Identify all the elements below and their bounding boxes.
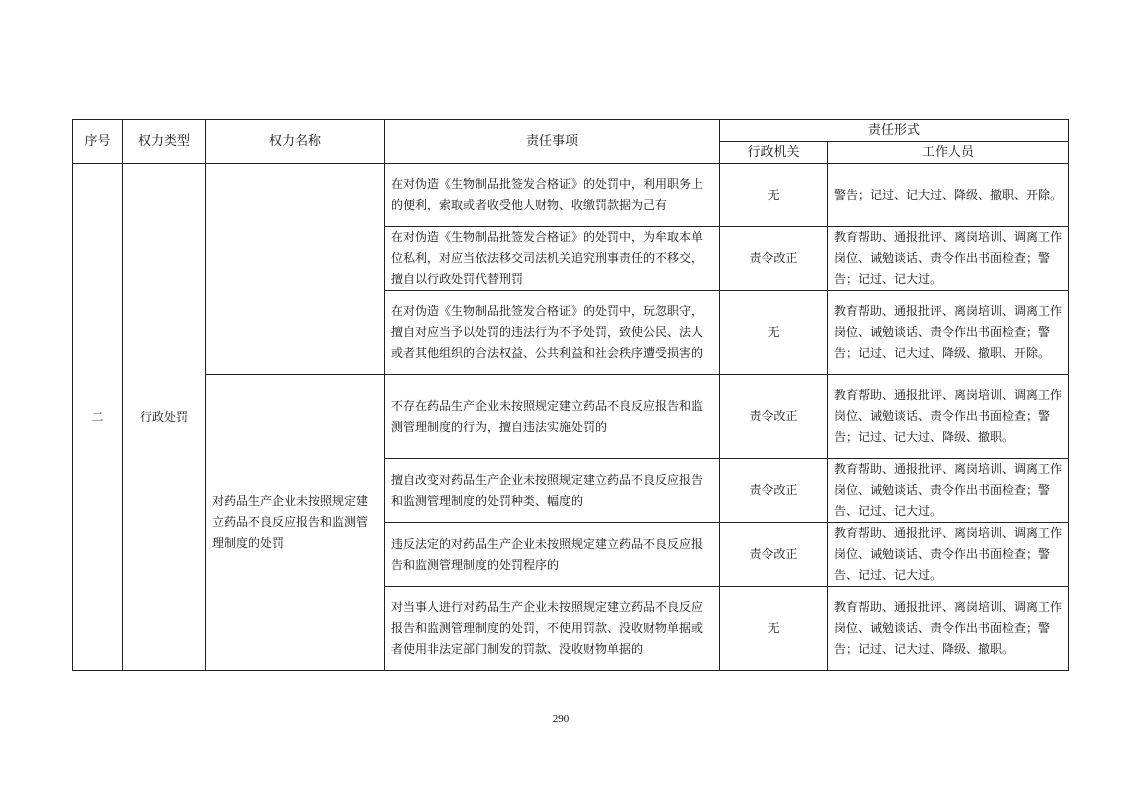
cell-staff: 教育帮助、通报批评、离岗培训、调离工作岗位、诫勉谈话、责令作出书面检查；警告、记过、记大过。 bbox=[828, 523, 1069, 587]
cell-seq: 二 bbox=[73, 164, 123, 671]
cell-power-type: 行政处罚 bbox=[123, 164, 206, 671]
cell-admin: 责令改正 bbox=[720, 523, 828, 587]
cell-staff: 教育帮助、通报批评、离岗培训、调离工作岗位、诫勉谈话、责令作出书面检查；警告、记过、记大过。 bbox=[828, 459, 1069, 523]
cell-admin: 责令改正 bbox=[720, 375, 828, 459]
cell-admin: 无 bbox=[720, 291, 828, 375]
header-power-name: 权力名称 bbox=[206, 120, 385, 164]
cell-admin: 无 bbox=[720, 164, 828, 227]
header-seq: 序号 bbox=[73, 120, 123, 164]
cell-duty: 违反法定的对药品生产企业未按照规定建立药品不良反应报告和监测管理制度的处罚程序的 bbox=[385, 523, 720, 587]
header-duty-items: 责任事项 bbox=[385, 120, 720, 164]
cell-duty: 在对伪造《生物制品批签发合格证》的处罚中，为牟取本单位私利，对应当依法移交司法机关追究刑事责任的不移交，擅自以行政处罚代替刑罚 bbox=[385, 227, 720, 291]
cell-staff: 教育帮助、通报批评、离岗培训、调离工作岗位、诫勉谈话、责令作出书面检查；警告；记过、记大过、降级、撤职。 bbox=[828, 587, 1069, 671]
cell-staff: 警告；记过、记大过、降级、撤职、开除。 bbox=[828, 164, 1069, 227]
cell-duty: 对当事人进行对药品生产企业未按照规定建立药品不良反应报告和监测管理制度的处罚，不使用罚款、没收财物单据或者使用非法定部门制发的罚款、没收财物单据的 bbox=[385, 587, 720, 671]
cell-power-name-2: 对药品生产企业未按照规定建立药品不良反应报告和监测管理制度的处罚 bbox=[206, 375, 385, 671]
header-admin-organ: 行政机关 bbox=[720, 142, 828, 164]
cell-duty: 不存在药品生产企业未按照规定建立药品不良反应报告和监测管理制度的行为，擅自违法实施处罚的 bbox=[385, 375, 720, 459]
cell-duty: 擅自改变对药品生产企业未按照规定建立药品不良反应报告和监测管理制度的处罚种类、幅度的 bbox=[385, 459, 720, 523]
cell-staff: 教育帮助、通报批评、离岗培训、调离工作岗位、诫勉谈话、责令作出书面检查；警告；记过、记大过。 bbox=[828, 227, 1069, 291]
responsibility-table bbox=[72, 119, 1069, 671]
cell-duty: 在对伪造《生物制品批签发合格证》的处罚中，利用职务上的便利，索取或者收受他人财物、收缴罚款据为己有 bbox=[385, 164, 720, 227]
cell-staff: 教育帮助、通报批评、离岗培训、调离工作岗位、诫勉谈话、责令作出书面检查；警告；记过、记大过、降级、撤职、开除。 bbox=[828, 291, 1069, 375]
header-power-type: 权力类型 bbox=[123, 120, 206, 164]
cell-power-name-1 bbox=[206, 164, 385, 375]
table-row bbox=[73, 164, 1069, 227]
cell-admin: 无 bbox=[720, 587, 828, 671]
page-number: 290 bbox=[552, 713, 570, 725]
cell-staff: 教育帮助、通报批评、离岗培训、调离工作岗位、诫勉谈话、责令作出书面检查；警告；记过、记大过、降级、撤职。 bbox=[828, 375, 1069, 459]
table-row bbox=[73, 375, 1069, 459]
cell-duty: 在对伪造《生物制品批签发合格证》的处罚中，玩忽职守，擅自对应当予以处罚的违法行为不予处罚，致使公民、法人或者其他组织的合法权益、公共利益和社会秩序遭受损害的 bbox=[385, 291, 720, 375]
cell-admin: 责令改正 bbox=[720, 227, 828, 291]
header-staff: 工作人员 bbox=[828, 142, 1069, 164]
cell-admin: 责令改正 bbox=[720, 459, 828, 523]
header-responsibility-form: 责任形式 bbox=[720, 120, 1069, 142]
